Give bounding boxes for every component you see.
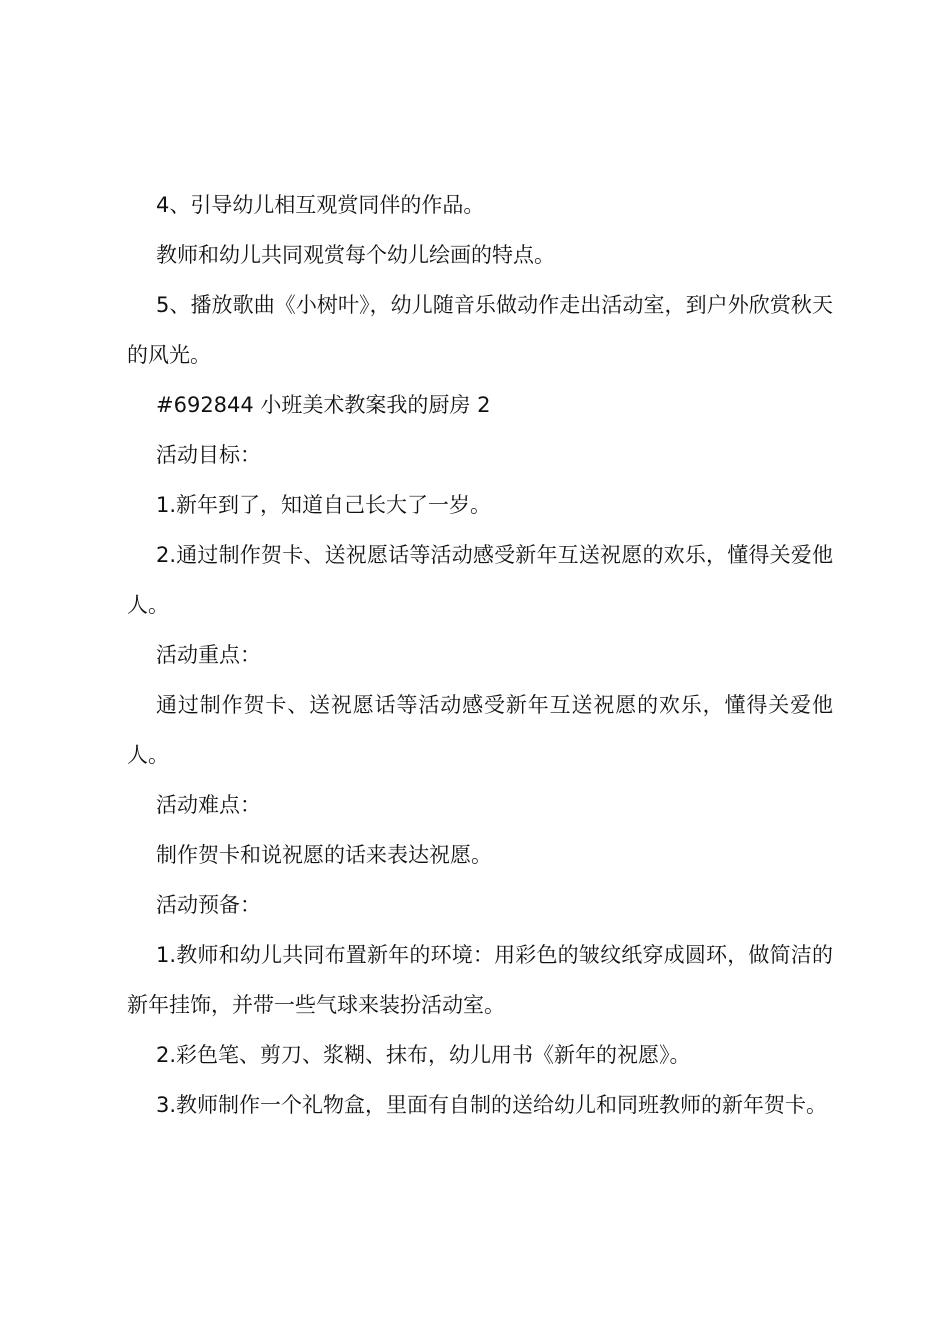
heading-difficulty: 活动难点： <box>156 793 261 817</box>
paragraph-appreciate: 教师和幼儿共同观赏每个幼儿绘画的特点。 <box>156 243 555 267</box>
paragraph-step-4: 4、引导幼儿相互观赏同伴的作品。 <box>156 193 485 217</box>
heading-goals: 活动目标： <box>156 443 261 467</box>
goal-1: 1.新年到了，知道自己长大了一岁。 <box>156 493 492 517</box>
difficulty-text: 制作贺卡和说祝愿的话来表达祝愿。 <box>156 843 492 867</box>
lesson-title: #692844 小班美术教案我的厨房 2 <box>156 393 491 417</box>
preparation-2: 2.彩色笔、剪刀、浆糊、抹布，幼儿用书《新年的祝愿》。 <box>156 1043 691 1067</box>
goal-2: 2.通过制作贺卡、送祝愿话等活动感受新年互送祝愿的欢乐，懂得关爱他人。 <box>127 543 833 617</box>
key-point-text: 通过制作贺卡、送祝愿话等活动感受新年互送祝愿的欢乐，懂得关爱他人。 <box>127 693 833 767</box>
paragraph-step-5: 5、播放歌曲《小树叶》，幼儿随音乐做动作走出活动室，到户外欣赏秋天的风光。 <box>127 293 833 367</box>
heading-preparation: 活动预备： <box>156 893 261 917</box>
document-body <box>127 180 833 1130</box>
preparation-3: 3.教师制作一个礼物盒，里面有自制的送给幼儿和同班教师的新年贺卡。 <box>156 1093 828 1117</box>
preparation-1: 1.教师和幼儿共同布置新年的环境：用彩色的皱纹纸穿成圆环，做简洁的新年挂饰，并带一些气球来装扮活动室。 <box>127 943 833 1017</box>
heading-key-point: 活动重点： <box>156 643 261 667</box>
